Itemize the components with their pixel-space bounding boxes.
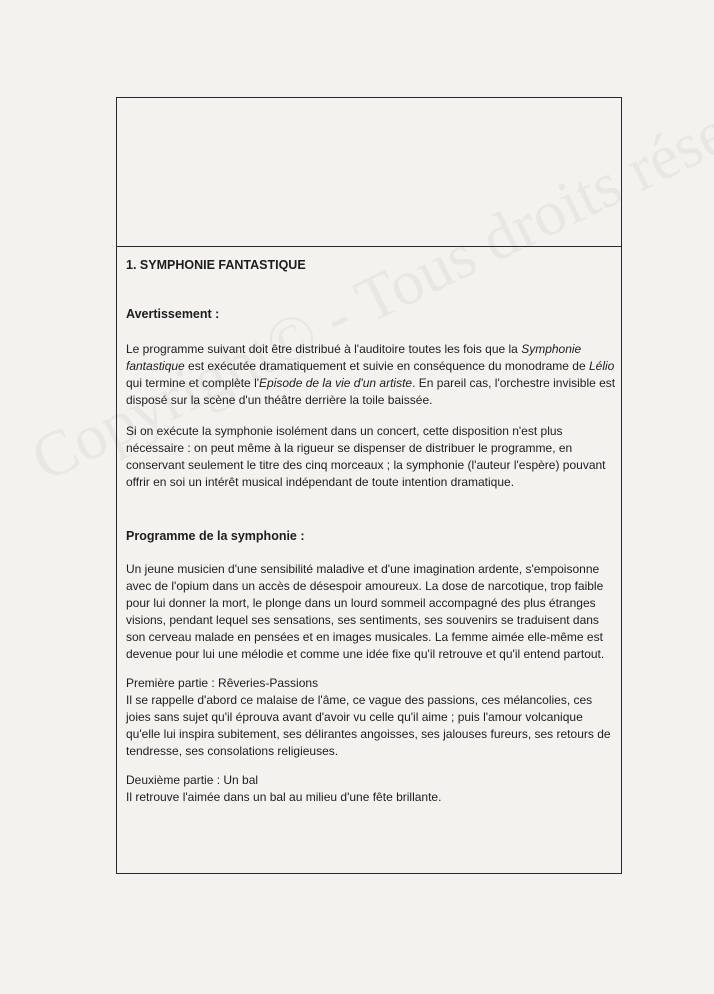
text-span: Le programme suivant doit être distribué à l'auditoire toutes les fois que la: [126, 342, 522, 356]
lelio-title: Lélio: [588, 359, 615, 373]
page-frame: [116, 97, 622, 874]
episode-title: Episode de la vie d'un artiste: [259, 376, 413, 390]
part2-text: Il retrouve l'aimée dans un bal au milieu d'une fête brillante.: [126, 790, 442, 804]
text-span: qui termine et complète l': [126, 376, 260, 390]
avertissement-paragraph-1: [126, 341, 616, 409]
programme-intro: Un jeune musicien d'une sensibilité maladive et d'une imagination ardente, s'empoisonne avec de l'opium dans un accès de désespoir amoureux. La dose de narcotique, trop faible pour lui donner la mort, le plonge dans un lourd sommeil accompagné des plus étranges visions, pendant lequel ses sensations, ses sentiments, ses souvenirs se traduisent dans son cerveau malade en pensées et en images musicales. La femme aimée elle-même est devenue pour lui une mélodie et comme une idée fixe qu'il retrouve et qu'il entend partout.: [126, 562, 605, 661]
document-body: [126, 256, 616, 806]
programme-heading: Programme de la symphonie :: [126, 529, 305, 543]
part2-title: Deuxième partie : Un bal: [126, 773, 259, 787]
avertissement-heading: Avertissement :: [126, 307, 220, 321]
document-title: 1. SYMPHONIE FANTASTIQUE: [126, 258, 306, 272]
part1-title: Première partie : Rêveries-Passions: [126, 676, 319, 690]
symphonie-fantastique-title: Symphonie fantastique: [126, 342, 582, 373]
text-span: est exécutée dramatiquement et suivie en conséquence du monodrame de: [184, 359, 589, 373]
part1-text: Il se rappelle d'abord ce malaise de l'âme, ce vague des passions, ces mélancolies, ces joies sans sujet qu'il éprouva avant d'avoir vu celle qu'il aime ; puis l'amour volcanique qu'elle lui inspira subitement, ses délirantes angoisses, ses jalouses fureurs, ses retours de tendresse, ses consolations religieuses.: [126, 693, 611, 758]
avertissement-paragraph-2: Si on exécute la symphonie isolément dans un concert, cette disposition n'est plus nécessaire : on peut même à la rigueur se dispenser de distribuer le programme, en conservant seulement le titre des cinq morceaux ; la symphonie (l'auteur l'espère) pouvant offrir en soi un intérêt musical indépendant de toute intention dramatique.: [126, 424, 606, 489]
text-span: . En pareil cas, l'orchestre invisible est disposé sur la scène d'un théâtre derrière la toile baissée.: [126, 376, 616, 407]
header-blank-box: [117, 98, 621, 247]
